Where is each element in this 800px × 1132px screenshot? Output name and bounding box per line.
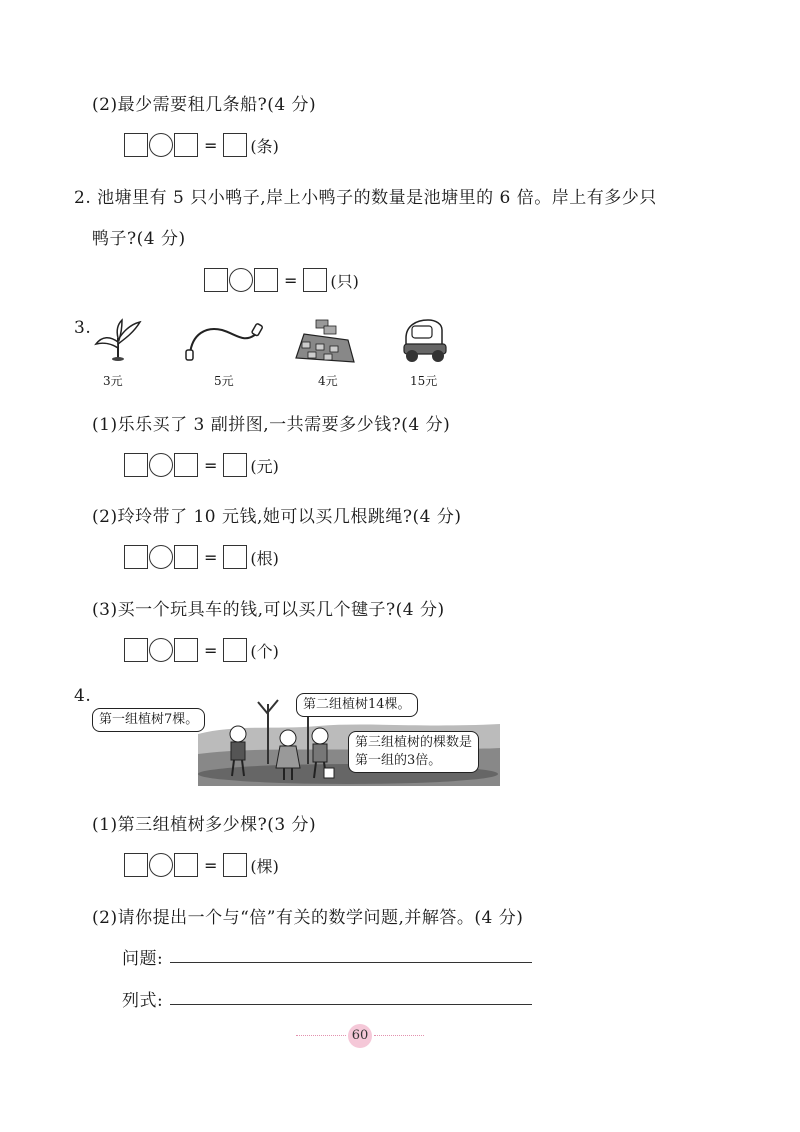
question-label: 问题: — [122, 949, 164, 969]
equals-sign: = — [284, 270, 298, 290]
answer-box[interactable] — [223, 453, 247, 477]
plant-icon — [94, 318, 142, 362]
answer-box[interactable] — [223, 853, 247, 877]
equals-sign: = — [204, 640, 218, 660]
puzzle-icon — [294, 316, 356, 364]
q4-part1-equation — [124, 851, 279, 879]
answer-box[interactable] — [124, 853, 148, 877]
equals-sign: = — [204, 455, 218, 475]
unit-label: (只) — [330, 271, 359, 291]
toy-car-price: 15元 — [410, 374, 438, 388]
q4-number: 4. — [74, 686, 92, 706]
q2-equation — [204, 266, 359, 294]
group3-speech-bubble — [348, 731, 479, 773]
answer-box[interactable] — [254, 268, 278, 292]
group3-bubble-line2: 第一组的3倍。 — [355, 753, 442, 768]
answer-box[interactable] — [174, 133, 198, 157]
q3-number: 3. — [74, 318, 92, 338]
toy-car-icon — [400, 316, 450, 364]
operator-circle[interactable] — [149, 853, 173, 877]
formula-label: 列式: — [122, 991, 164, 1011]
q4-part2-text: (2)请你提出一个与“倍”有关的数学问题,并解答。(4 分) — [92, 908, 524, 928]
q3-part3-equation — [124, 636, 279, 664]
q3-part1-equation — [124, 451, 279, 479]
equals-sign: = — [204, 135, 218, 155]
q1-part2-equation — [124, 131, 279, 159]
answer-box[interactable] — [124, 545, 148, 569]
jump-rope-price: 5元 — [214, 374, 234, 388]
q3-part2-equation — [124, 543, 279, 571]
answer-box[interactable] — [174, 638, 198, 662]
group1-speech-bubble: 第一组植树7棵。 — [92, 708, 205, 732]
group2-speech-bubble: 第二组植树14棵。 — [296, 693, 418, 717]
answer-box[interactable] — [124, 133, 148, 157]
operator-circle[interactable] — [149, 133, 173, 157]
formula-answer-line[interactable] — [170, 1004, 532, 1005]
answer-box[interactable] — [223, 638, 247, 662]
answer-box[interactable] — [174, 545, 198, 569]
q4-part1-text: (1)第三组植树多少棵?(3 分) — [92, 815, 317, 835]
equals-sign: = — [204, 855, 218, 875]
answer-box[interactable] — [124, 638, 148, 662]
answer-box[interactable] — [223, 545, 247, 569]
puzzle-price: 4元 — [318, 374, 338, 388]
answer-box[interactable] — [223, 133, 247, 157]
answer-box[interactable] — [303, 268, 327, 292]
equals-sign: = — [204, 547, 218, 567]
operator-circle[interactable] — [149, 638, 173, 662]
question-answer-line[interactable] — [170, 962, 532, 963]
page-number-dots-right — [374, 1035, 424, 1036]
page-number-dots-left — [296, 1035, 346, 1036]
answer-box[interactable] — [124, 453, 148, 477]
operator-circle[interactable] — [149, 453, 173, 477]
group3-bubble-line1: 第三组植树的棵数是 — [355, 735, 473, 750]
answer-box[interactable] — [204, 268, 228, 292]
unit-label: (棵) — [250, 856, 279, 876]
operator-circle[interactable] — [149, 545, 173, 569]
unit-label: (个) — [250, 641, 279, 661]
q2-text-line1: 2. 池塘里有 5 只小鸭子,岸上小鸭子的数量是池塘里的 6 倍。岸上有多少只 — [74, 188, 657, 208]
q3-part3-text: (3)买一个玩具车的钱,可以买几个毽子?(4 分) — [92, 600, 445, 620]
q3-part1-text: (1)乐乐买了 3 副拼图,一共需要多少钱?(4 分) — [92, 415, 451, 435]
jump-rope-icon — [182, 320, 266, 362]
unit-label: (根) — [250, 548, 279, 568]
answer-box[interactable] — [174, 453, 198, 477]
q1-part2-text: (2)最少需要租几条船?(4 分) — [92, 95, 317, 115]
unit-label: (条) — [250, 136, 279, 156]
q3-part2-text: (2)玲玲带了 10 元钱,她可以买几根跳绳?(4 分) — [92, 507, 462, 527]
plant-price: 3元 — [103, 374, 123, 388]
q2-text-line2: 鸭子?(4 分) — [92, 229, 186, 249]
answer-box[interactable] — [174, 853, 198, 877]
page-number: 60 — [348, 1024, 372, 1048]
operator-circle[interactable] — [229, 268, 253, 292]
unit-label: (元) — [250, 456, 279, 476]
